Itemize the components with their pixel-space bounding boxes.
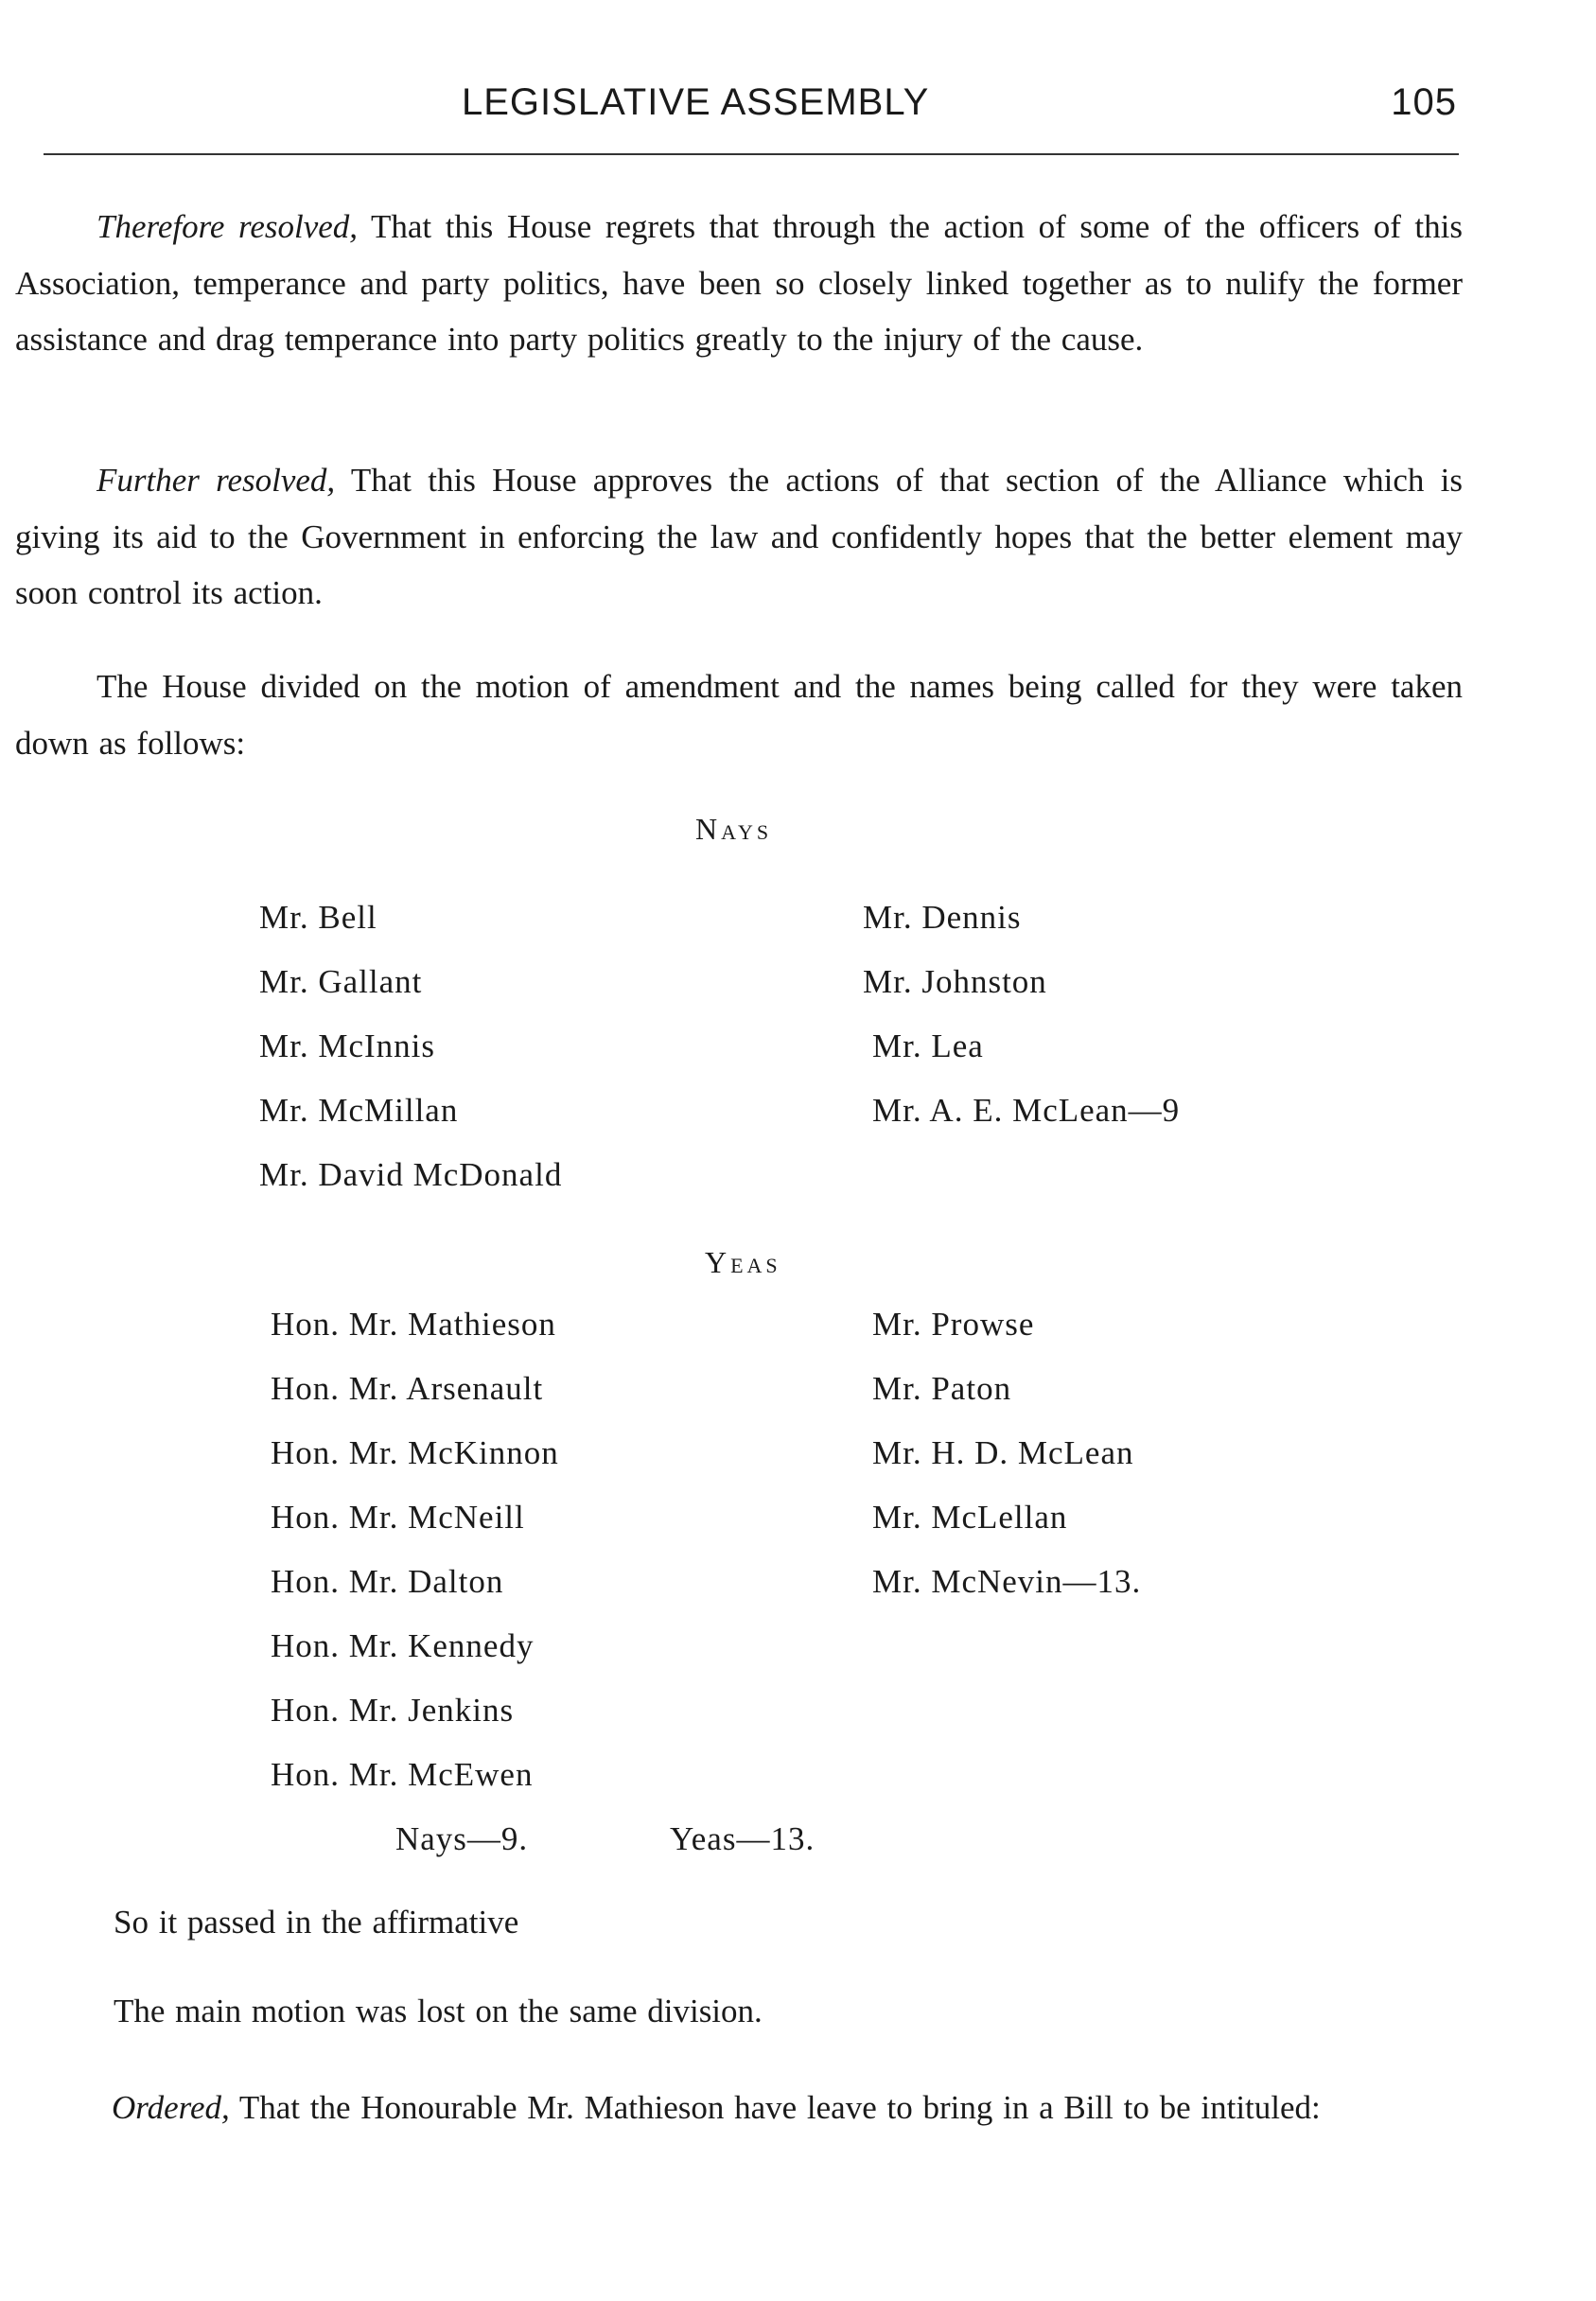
paragraph-text: That this House approves the actions of that section of the Alliance which is giving its aid to the Government in enforcing the law and confidently hopes that the better element may soon control its action. — [15, 462, 1463, 611]
nays-heading: Nays — [695, 812, 773, 846]
nays-left-name: Mr. Gallant — [259, 963, 423, 1000]
yeas-left-name: Hon. Mr. McNeill — [271, 1499, 525, 1536]
paragraph-lead: Further resolved, — [96, 462, 336, 499]
nays-total: Nays—9. — [395, 1820, 529, 1857]
yeas-left-name: Hon. Mr. Dalton — [271, 1563, 504, 1600]
paragraph-ordered — [28, 2080, 1476, 2136]
yeas-heading: Yeas — [705, 1245, 781, 1279]
yeas-right-name: Mr. McLellan — [872, 1499, 1068, 1536]
nays-left-name: Mr. Bell — [259, 899, 377, 936]
paragraph-lead: Therefore resolved, — [96, 208, 359, 245]
nays-right-name: Mr. A. E. McLean—9 — [872, 1092, 1181, 1129]
nays-right-name: Mr. Johnston — [863, 963, 1047, 1000]
result-affirmative: So it passed in the affirmative — [114, 1904, 519, 1941]
paragraph-lead: Ordered, — [112, 2089, 230, 2126]
nays-left-name: Mr. David McDonald — [259, 1156, 563, 1193]
header-rule — [44, 153, 1459, 155]
paragraph-house-divided — [15, 659, 1463, 771]
yeas-right-name: Mr. H. D. McLean — [872, 1434, 1134, 1471]
nays-left-name: Mr. McMillan — [259, 1092, 459, 1129]
paragraph-therefore-resolved — [15, 199, 1463, 368]
header-title: LEGISLATIVE ASSEMBLY — [462, 81, 930, 123]
yeas-left-name: Hon. Mr. McKinnon — [271, 1434, 559, 1471]
nays-right-name: Mr. Lea — [872, 1028, 984, 1064]
result-main-motion: The main motion was lost on the same division. — [114, 1993, 763, 2029]
yeas-right-name: Mr. McNevin—13. — [872, 1563, 1142, 1600]
yeas-left-name: Hon. Mr. Mathieson — [271, 1306, 556, 1343]
yeas-right-name: Mr. Paton — [872, 1370, 1012, 1407]
paragraph-further-resolved — [15, 452, 1463, 622]
nays-left-name: Mr. McInnis — [259, 1028, 435, 1064]
paragraph-text: That this House regrets that through the action of some of the officers of this Association, temperance and party politics, have been so closely linked together as to nulify the former assistance and drag temperance into party politics greatly to the injury of the cause. — [15, 208, 1463, 358]
yeas-left-name: Hon. Mr. McEwen — [271, 1756, 534, 1793]
yeas-right-name: Mr. Prowse — [872, 1306, 1035, 1343]
yeas-left-name: Hon. Mr. Arsenault — [271, 1370, 544, 1407]
paragraph-text: That the Honourable Mr. Mathieson have leave to bring in a Bill to be intituled: — [229, 2089, 1321, 2126]
yeas-left-name: Hon. Mr. Jenkins — [271, 1692, 515, 1729]
yeas-total: Yeas—13. — [670, 1820, 816, 1857]
page-number: 105 — [1391, 81, 1457, 123]
nays-right-name: Mr. Dennis — [863, 899, 1022, 936]
yeas-left-name: Hon. Mr. Kennedy — [271, 1627, 535, 1664]
paragraph-text: The House divided on the motion of amendment and the names being called for they were taken down as follows: — [15, 668, 1463, 762]
page-header — [45, 76, 1457, 132]
